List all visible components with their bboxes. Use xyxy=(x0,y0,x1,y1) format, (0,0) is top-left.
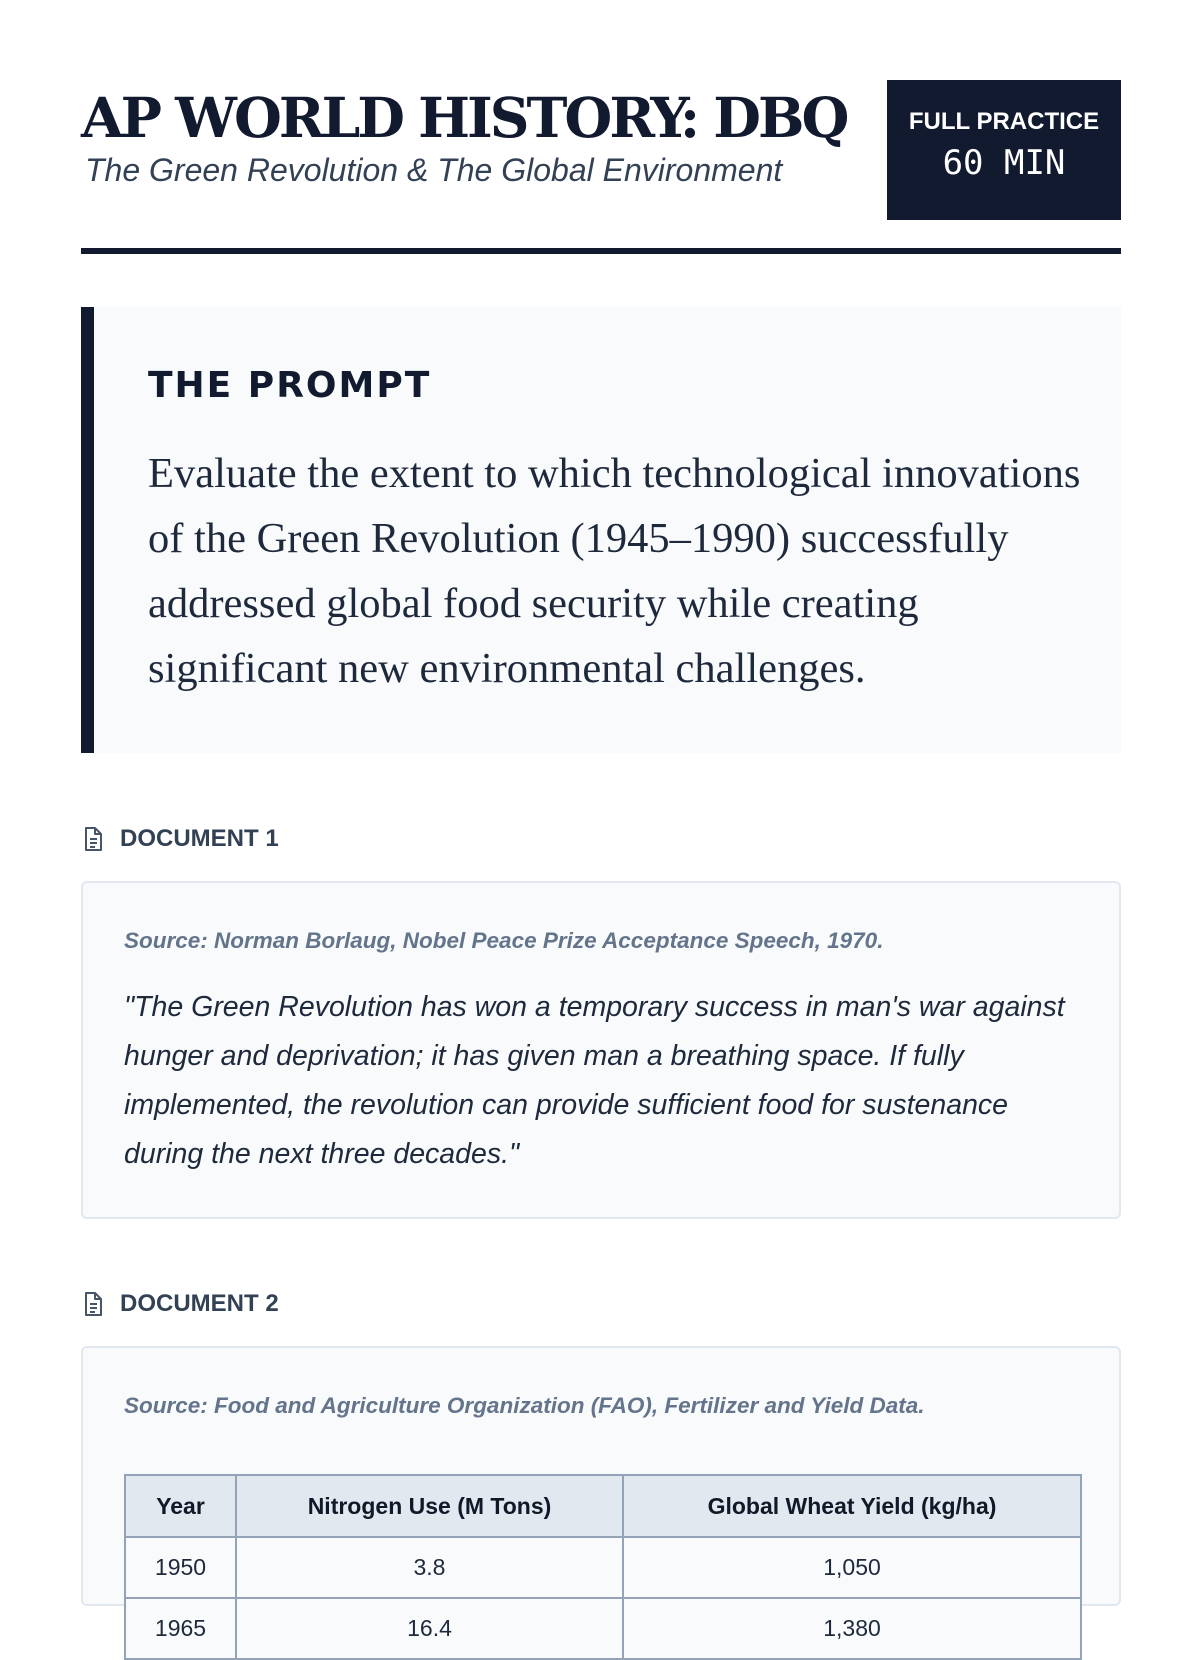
prompt-box xyxy=(81,307,1121,753)
prompt-heading: THE PROMPT xyxy=(148,365,432,406)
badge-time: 60 MIN xyxy=(942,143,1066,183)
page-header xyxy=(81,80,1121,254)
document-1-card xyxy=(81,881,1121,1219)
table-cell: 3.8 xyxy=(236,1537,623,1598)
document-label-text: DOCUMENT 1 xyxy=(120,825,279,852)
document-source: Source: Food and Agriculture Organization (FAO), Fertilizer and Yield Data. xyxy=(124,1393,925,1418)
document-icon xyxy=(83,826,103,852)
badge-label: FULL PRACTICE xyxy=(908,108,1100,135)
data-table xyxy=(124,1474,1082,1660)
document-icon xyxy=(83,1291,103,1317)
table-header-cell: Nitrogen Use (M Tons) xyxy=(236,1475,623,1537)
table-header-cell: Global Wheat Yield (kg/ha) xyxy=(623,1475,1081,1537)
table-cell: 1,050 xyxy=(623,1537,1081,1598)
document-label-text: DOCUMENT 2 xyxy=(120,1290,279,1317)
document-source: Source: Norman Borlaug, Nobel Peace Prize Acceptance Speech, 1970. xyxy=(124,928,884,953)
page-title: AP WORLD HISTORY: DBQ xyxy=(81,85,847,150)
prompt-text: Evaluate the extent to which technological innovations of the Green Revolution (1945–1990) successfully addressed global food security while creating significant new environmental challenges. xyxy=(148,450,1081,692)
table-row xyxy=(125,1598,1081,1659)
document-quote: "The Green Revolution has won a temporary success in man's war against hunger and deprivation; it has given man a breathing space. If fully implemented, the revolution can provide sufficient food for sustenance during the next three decades." xyxy=(124,991,1065,1170)
document-2-label xyxy=(83,1289,279,1319)
document-1-label xyxy=(83,824,279,854)
table-header-row xyxy=(125,1475,1081,1537)
practice-badge xyxy=(887,80,1121,220)
table-row xyxy=(125,1537,1081,1598)
table-header-cell: Year xyxy=(125,1475,236,1537)
page-subtitle: The Green Revolution & The Global Environment xyxy=(85,152,783,188)
document-2-card xyxy=(81,1346,1121,1641)
table-cell: 1950 xyxy=(125,1537,236,1598)
table-cell: 16.4 xyxy=(236,1598,623,1659)
table-cell: 1,380 xyxy=(623,1598,1081,1659)
table-cell: 1965 xyxy=(125,1598,236,1659)
